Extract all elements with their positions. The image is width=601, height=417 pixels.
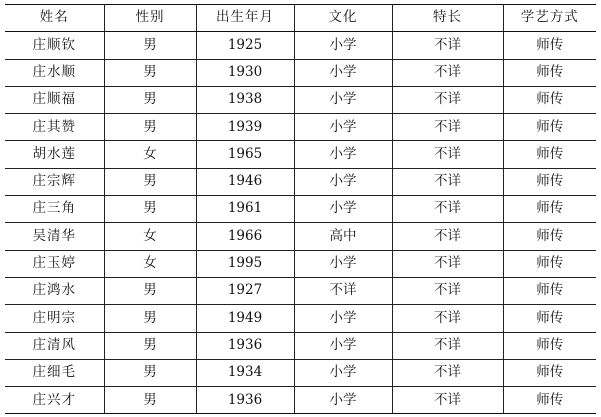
cell-education: 小学	[294, 332, 392, 359]
table-row	[5, 250, 596, 277]
table-row	[5, 223, 596, 250]
cell-gender: 男	[104, 59, 196, 86]
cell-gender: 男	[104, 114, 196, 141]
cell-learning-method: 师传	[503, 32, 596, 59]
cell-name: 庄兴才	[5, 387, 104, 414]
cell-education: 小学	[294, 305, 392, 332]
table-row	[5, 277, 596, 304]
cell-name: 庄明宗	[5, 305, 104, 332]
cell-birth: 1966	[196, 223, 294, 250]
cell-name: 庄细毛	[5, 359, 104, 386]
cell-specialty: 不详	[392, 196, 503, 223]
header-birth: 出生年月	[196, 5, 294, 32]
cell-birth: 1995	[196, 250, 294, 277]
cell-specialty: 不详	[392, 387, 503, 414]
cell-birth: 1930	[196, 59, 294, 86]
cell-education: 小学	[294, 387, 392, 414]
table-row	[5, 332, 596, 359]
table-row	[5, 86, 596, 113]
header-specialty: 特长	[392, 5, 503, 32]
cell-name: 庄清风	[5, 332, 104, 359]
table-row	[5, 59, 596, 86]
cell-specialty: 不详	[392, 305, 503, 332]
cell-gender: 男	[104, 277, 196, 304]
table-row	[5, 196, 596, 223]
cell-learning-method: 师传	[503, 387, 596, 414]
cell-specialty: 不详	[392, 223, 503, 250]
cell-learning-method: 师传	[503, 359, 596, 386]
cell-learning-method: 师传	[503, 277, 596, 304]
cell-birth: 1927	[196, 277, 294, 304]
cell-gender: 男	[104, 32, 196, 59]
cell-specialty: 不详	[392, 332, 503, 359]
table-row	[5, 305, 596, 332]
header-gender: 性别	[104, 5, 196, 32]
cell-specialty: 不详	[392, 359, 503, 386]
cell-specialty: 不详	[392, 250, 503, 277]
cell-name: 吴清华	[5, 223, 104, 250]
cell-education: 高中	[294, 223, 392, 250]
header-education: 文化	[294, 5, 392, 32]
cell-gender: 男	[104, 168, 196, 195]
cell-birth: 1936	[196, 387, 294, 414]
cell-gender: 女	[104, 141, 196, 168]
cell-learning-method: 师传	[503, 141, 596, 168]
cell-education: 不详	[294, 277, 392, 304]
cell-birth: 1946	[196, 168, 294, 195]
cell-education: 小学	[294, 141, 392, 168]
cell-specialty: 不详	[392, 277, 503, 304]
cell-learning-method: 师传	[503, 86, 596, 113]
cell-name: 庄顺钦	[5, 32, 104, 59]
cell-gender: 女	[104, 250, 196, 277]
cell-gender: 男	[104, 387, 196, 414]
cell-education: 小学	[294, 250, 392, 277]
cell-name: 庄三角	[5, 196, 104, 223]
cell-specialty: 不详	[392, 168, 503, 195]
cell-education: 小学	[294, 114, 392, 141]
cell-education: 小学	[294, 196, 392, 223]
cell-learning-method: 师传	[503, 114, 596, 141]
table-row	[5, 359, 596, 386]
members-table	[5, 4, 596, 414]
table-row	[5, 141, 596, 168]
cell-specialty: 不详	[392, 32, 503, 59]
table-header-row	[5, 5, 596, 32]
cell-birth: 1925	[196, 32, 294, 59]
cell-education: 小学	[294, 59, 392, 86]
cell-birth: 1936	[196, 332, 294, 359]
cell-gender: 男	[104, 86, 196, 113]
cell-gender: 男	[104, 332, 196, 359]
cell-birth: 1938	[196, 86, 294, 113]
cell-education: 小学	[294, 32, 392, 59]
cell-birth: 1939	[196, 114, 294, 141]
cell-name: 庄宗辉	[5, 168, 104, 195]
cell-education: 小学	[294, 168, 392, 195]
table-row	[5, 114, 596, 141]
cell-birth: 1961	[196, 196, 294, 223]
cell-gender: 男	[104, 359, 196, 386]
cell-gender: 女	[104, 223, 196, 250]
header-name: 姓名	[5, 5, 104, 32]
cell-birth: 1965	[196, 141, 294, 168]
cell-learning-method: 师传	[503, 196, 596, 223]
cell-learning-method: 师传	[503, 250, 596, 277]
cell-specialty: 不详	[392, 114, 503, 141]
header-learning-method: 学艺方式	[503, 5, 596, 32]
cell-name: 庄水顺	[5, 59, 104, 86]
cell-name: 庄顺福	[5, 86, 104, 113]
cell-gender: 男	[104, 305, 196, 332]
cell-learning-method: 师传	[503, 59, 596, 86]
cell-learning-method: 师传	[503, 223, 596, 250]
cell-name: 胡水莲	[5, 141, 104, 168]
cell-birth: 1934	[196, 359, 294, 386]
table-row	[5, 32, 596, 59]
cell-specialty: 不详	[392, 86, 503, 113]
cell-education: 小学	[294, 359, 392, 386]
cell-birth: 1949	[196, 305, 294, 332]
table-row	[5, 387, 596, 414]
table-row	[5, 168, 596, 195]
cell-education: 小学	[294, 86, 392, 113]
cell-specialty: 不详	[392, 141, 503, 168]
cell-name: 庄其赞	[5, 114, 104, 141]
cell-specialty: 不详	[392, 59, 503, 86]
cell-name: 庄鸿水	[5, 277, 104, 304]
cell-learning-method: 师传	[503, 168, 596, 195]
cell-learning-method: 师传	[503, 332, 596, 359]
cell-name: 庄玉婷	[5, 250, 104, 277]
cell-gender: 男	[104, 196, 196, 223]
cell-learning-method: 师传	[503, 305, 596, 332]
